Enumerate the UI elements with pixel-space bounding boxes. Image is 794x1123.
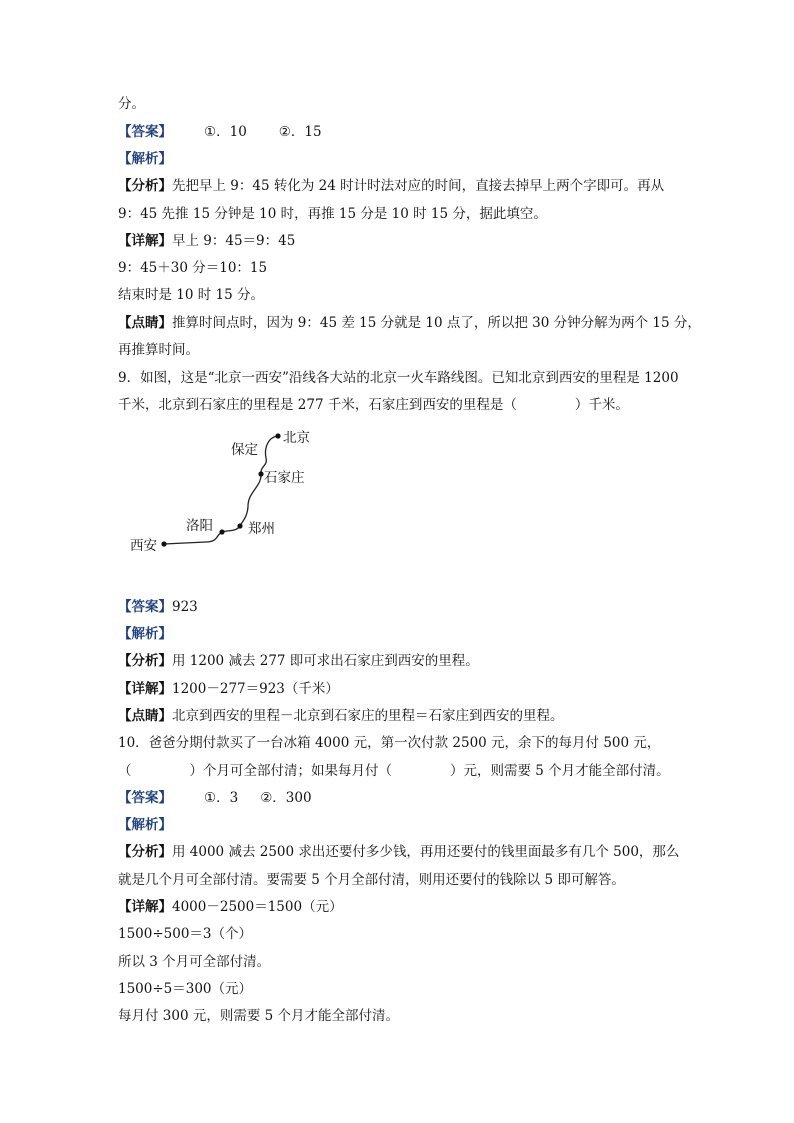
analysis-line-q8: 【分析】先把早上 9：45 转化为 24 时计时法对应的时间，直接去掉早上两个字即可。再从 (118, 178, 665, 194)
answer-line-q9: 【答案】923 (118, 599, 198, 615)
question-9: 9．如图，这是“北京一西安”沿线各大站的北京一火车路线图。已知北京到西安的里程是 1200 (118, 370, 679, 386)
railway-route-map (118, 422, 318, 562)
answer-line-q8 (118, 123, 322, 141)
detail-line-q8-3: 结束时是 10 时 15 分。 (118, 287, 265, 303)
answer-value: 923 (172, 599, 198, 615)
question-10-cont: （ ）个月可全部付清；如果每月付（ ）元，则需要 5 个月才能全部付清。 (118, 763, 670, 779)
line-1: 分。 (118, 96, 145, 112)
station-label-luoyang: 洛阳 (186, 518, 213, 534)
analysis-heading-q8: 【解析】 (118, 151, 172, 167)
answer-1: ①．10 (204, 124, 247, 140)
station-dot-luoyang (219, 529, 224, 534)
station-dot-zhengzhou (237, 523, 242, 528)
detail-line-q9: 【详解】1200－277＝923（千米） (118, 681, 339, 697)
analysis-heading-q10: 【解析】 (118, 817, 172, 833)
answer-2: ②．300 (260, 790, 312, 806)
answer-2: ②．15 (278, 124, 322, 140)
detail-line-q10-4: 1500÷5＝300（元） (118, 981, 253, 997)
answer-tag: 【答案】 (118, 124, 172, 140)
comment-line-q8: 【点睛】推算时间点时，因为 9：45 差 15 分就是 10 点了，所以把 30 分钟分解为两个 15 分， (118, 315, 701, 331)
analysis-line-q10: 【分析】用 4000 减去 2500 求出还要付多少钱，再用还要付的钱里面最多有几个 500，那么 (118, 844, 680, 860)
answer-line-q10: 【答案】 ①．3 ②．300 (118, 790, 312, 806)
analysis-heading-q9: 【解析】 (118, 626, 172, 642)
analysis-line-q10-cont: 就是几个月可全部付清。要需要 5 个月全部付清，则用还要付的钱除以 5 即可解答。 (118, 872, 625, 888)
detail-line-q10: 【详解】4000－2500＝1500（元） (118, 899, 343, 915)
question-9-cont: 千米，北京到石家庄的里程是 277 千米，石家庄到西安的里程是（ ）千米。 (118, 397, 629, 413)
station-dot-shijiazhuang (258, 471, 263, 476)
station-dot-beijing (275, 433, 280, 438)
station-label-beijing: 北京 (283, 430, 310, 446)
station-label-xian: 西安 (130, 538, 157, 554)
station-label-shijiazhuang: 石家庄 (264, 470, 305, 486)
station-label-baoding: 保定 (231, 442, 258, 458)
station-label-zhengzhou: 郑州 (248, 521, 275, 537)
comment-line-q8-cont: 再推算时间。 (118, 342, 199, 358)
detail-line-q8: 【详解】早上 9：45＝9：45 (118, 233, 296, 249)
detail-line-q8-2: 9：45＋30 分＝10：15 (118, 260, 268, 276)
detail-line-q10-3: 所以 3 个月可全部付清。 (118, 954, 271, 970)
analysis-line-q8-cont: 9：45 先推 15 分钟是 10 时，再推 15 分是 10 时 15 分，据此填空。 (118, 206, 547, 222)
question-10: 10．爸爸分期付款买了一台冰箱 4000 元，第一次付款 2500 元，余下的每月付 500 元， (118, 735, 661, 751)
comment-line-q9: 【点睛】北京到西安的里程－北京到石家庄的里程＝石家庄到西安的里程。 (118, 708, 564, 724)
detail-line-q10-5: 每月付 300 元，则需要 5 个月才能全部付清。 (118, 1008, 400, 1024)
analysis-line-q9: 【分析】用 1200 减去 277 即可求出石家庄到西安的里程。 (118, 653, 479, 669)
station-dot-xian (161, 541, 166, 546)
answer-1: ①．3 (204, 790, 239, 806)
detail-line-q10-2: 1500÷500＝3（个） (118, 926, 253, 942)
